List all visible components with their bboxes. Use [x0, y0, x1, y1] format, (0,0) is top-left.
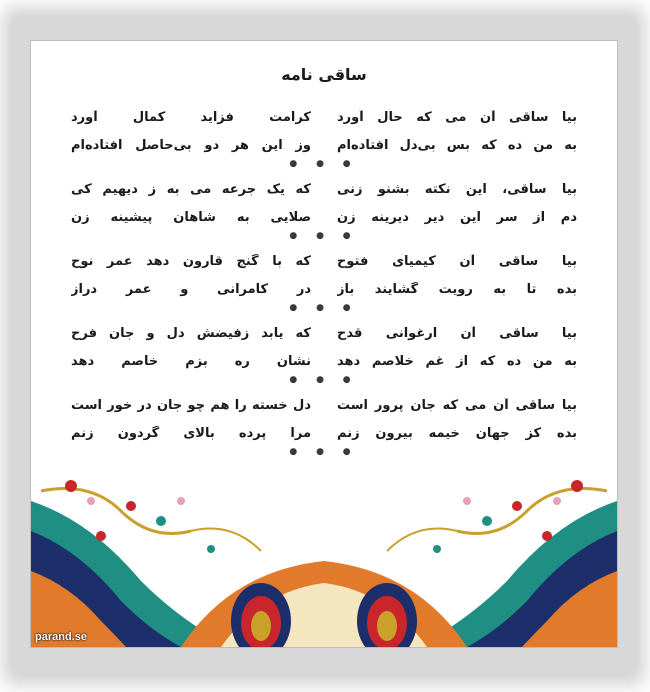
couplet-line: [71, 133, 577, 157]
hemistich-right: بیا ساقی آن می که جان پرور است: [337, 397, 577, 413]
hemistich-left: که یک جرعه می به ز دیهیم کی: [71, 181, 311, 197]
hemistich-left: که با گنج قارون دهد عمر نوح: [71, 253, 311, 269]
hemistich-right: بیا ساقی آن ارغوانی قدح: [337, 325, 577, 341]
hemistich-right: بده تا به رویت گشایند باز: [337, 281, 577, 297]
couplet-line: [71, 177, 577, 201]
hemistich-right: بیا ساقی آن می که حال آورد: [337, 109, 577, 125]
hemistich-right: بیا ساقی آن کیمیای فتوح: [337, 253, 577, 269]
stanza-divider: ● ● ●: [289, 375, 359, 385]
hemistich-left: در کامرانی و عمر دراز: [71, 281, 311, 297]
couplet-line: [71, 205, 577, 229]
couplet-line: [71, 105, 577, 129]
hemistich-right: بده کز جهان خیمه بیرون زنم: [337, 425, 577, 441]
couplet-line: [71, 393, 577, 417]
poem-title: ساقی نامه: [281, 65, 367, 84]
hemistich-left: صلایی به شاهان پیشینه زن: [71, 209, 311, 225]
hemistich-right: دم از سر این دیر دیرینه زن: [337, 209, 577, 225]
couplet-line: [71, 277, 577, 301]
hemistich-right: بیا ساقی، این نکته بشنو زنی: [337, 181, 577, 197]
hemistich-left: کرامت فزاید کمال آورد: [71, 109, 311, 125]
watermark-text: parand.se: [35, 631, 87, 643]
hemistich-right: به من ده که بس بی‌دل افتاده‌ام: [337, 137, 577, 153]
couplet-line: [71, 249, 577, 273]
stanza-divider: ● ● ●: [289, 303, 359, 313]
couplet-line: [71, 421, 577, 445]
stanza-divider: ● ● ●: [289, 447, 359, 457]
couplet-line: [71, 321, 577, 345]
stanza-divider: ● ● ●: [289, 159, 359, 169]
poem-card: [30, 40, 618, 648]
couplet-line: [71, 349, 577, 373]
hemistich-left: نشان ره بزم خاصم دهد: [71, 353, 311, 369]
hemistich-left: دل خسته را هم چو جان در خور است: [71, 397, 311, 413]
hemistich-left: مرا پرده بالای گردون زنم: [71, 425, 311, 441]
stanza-divider: ● ● ●: [289, 231, 359, 241]
hemistich-left: وز این هر دو بی‌حاصل افتاده‌ام: [71, 137, 311, 153]
hemistich-left: که یابد زفیضش دل و جان فرح: [71, 325, 311, 341]
floral-ornament: [31, 461, 617, 647]
hemistich-right: به من ده که از غم خلاصم دهد: [337, 353, 577, 369]
